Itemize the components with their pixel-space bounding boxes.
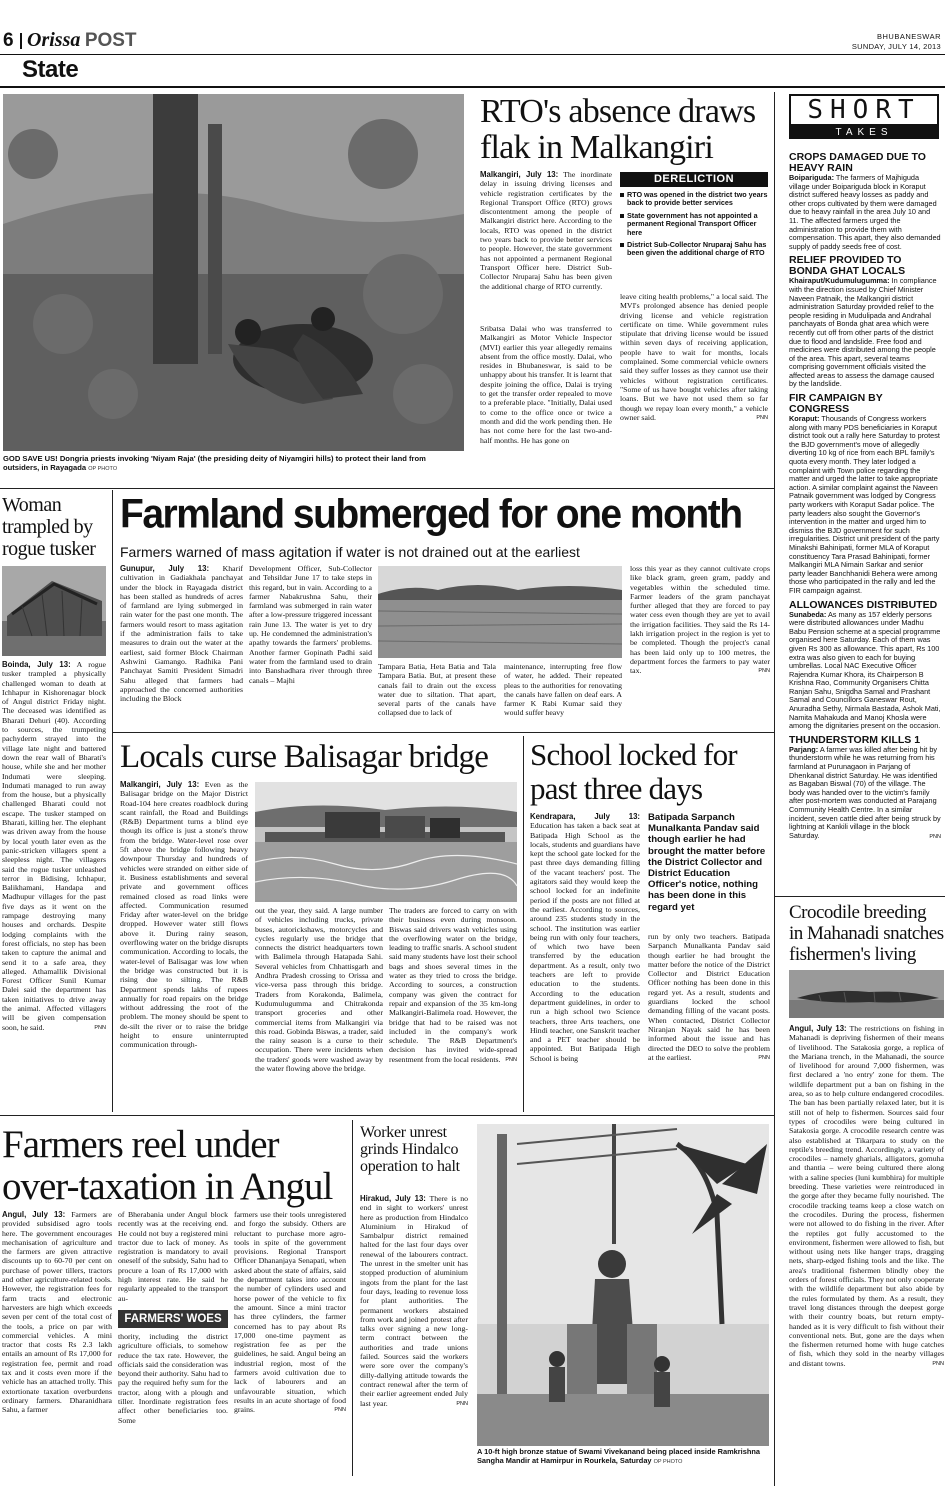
- statue-photo-caption: A 10-ft high bronze statue of Swami Vivekanand being placed inside Ramkrishna Sangha Mandir at Hamirpur in Rourkela, Saturday OP PHOTO: [477, 1447, 760, 1465]
- column-rule: [523, 736, 524, 1112]
- rto-column-2: Sribatsa Dalai who was transferred to Malkangiri as Motor Vehicle Inspector (MVI) earlier this year allegedly remains absent from the office mostly. Dalai, who resides in Bhubaneswar, is said to be unhappy about his transfer. It is learnt that despite joining the office, Dalai is trying to get the transfer order repealed to move to a preferable place. "Initially, Dalai used to come to the office once or twice a month and did the work pending then. He has not come here for the last two-and-half months. He has gone on: [480, 324, 612, 445]
- column-rule: [352, 1120, 353, 1476]
- dereliction-list: [620, 191, 768, 258]
- bullet-icon: [620, 214, 624, 218]
- crocodile-photo: [789, 970, 944, 1018]
- school-headline: School locked for past three days: [530, 737, 737, 806]
- rto-headline: RTO's absence draws flak in Malkangiri: [480, 93, 756, 166]
- school-pullquote: Batipada Sarpanch Munalkanta Pandav said though earlier he had brought the matter before the District Collector and District Education Officer's notice, nothing has been done in this regard yet: [648, 812, 766, 913]
- farmers-woes-box: FARMERS' WOES: [118, 1310, 228, 1328]
- paper-logo: Orissa POST: [27, 29, 137, 51]
- bridge-column-3: The traders are forced to carry on with their business even during monsoon. Biswas said drivers wash vehicles using the overflowing water on the bridge, leading to traffic snarls. A school student said many students have lost their school bags and shoes several times in the water as they tried to cross the bridge. According to sources, a construction company was given the contract for repair and expansion of the 35 km-long Malkangiri-Balimela road. However, the bridge that had to be raised was not included in the company's work schedule. The R&B Department's decision has invited wide-spread resentment from the local residents. PNN: [389, 906, 517, 1064]
- short-take-headline: RELIEF PROVIDED TO BONDA GHAT LOCALS: [789, 254, 906, 278]
- short-take-headline: ALLOWANCES DISTRIBUTED: [789, 598, 938, 611]
- dereliction-item: RTO was opened in the district two years back to provide better services: [620, 191, 768, 208]
- vivekanand-statue-photo: [477, 1124, 769, 1446]
- issue-date: SUNDAY, JULY 14, 2013: [851, 42, 941, 51]
- masthead-divider: [20, 33, 22, 49]
- bullet-icon: [620, 193, 624, 197]
- school-column-2: run by only two teachers. Batipada Sarpanch Munalkanta Pandav said though earlier he had brought the matter before the notice of the District Collector and District Education Officer nothing has been done in this regard yet. As a result, students and guardians locked the school demanding filling of the vacant posts. When contacted, District Collector Niranjan Nayak said he has been informed about the issue and has directed the DEO to solve the problem at the earliest. PNN: [648, 932, 770, 1062]
- short-take-item: THUNDERSTORM KILLS 1 Parjang: A farmer was killed after being hit by thunderstorm while he was returning from his farmland at Purunagaon in Parjang of Dhenkanal district Saturday. He was identified as Bagaban Biswal (70) of the village. The body was handed over to the victim's family after post-mortem was conducted at Parajang Community Health Centre. In a similar incident, seven cattle died after being struck by lightning at Kankili village in the block Saturday. PNN: [789, 733, 941, 840]
- submerged-farmland-photo: [378, 566, 622, 658]
- section-rule: [0, 86, 945, 88]
- crocodile-headline: Crocodile breeding in Mahanadi snatches fishermen's living: [789, 902, 944, 965]
- short-takes-title: SHORT: [789, 94, 939, 126]
- angul-column-1: Angul, July 13: Farmers are provided subsidised agro tools here. The government encourages mechanisation of agriculture and the farmers are given attractive discounts up to 60-70 per cent on purchase of power tillers, tractors and other agriculture-related tools. However, the registration fees for farm tracts and electronic harvesters are high which exceeds seven per cent of the total cost of the tools, a price on par with commercial vehicles. A mini tractor that costs Rs 2.3 lakh entails an amount of Rs 17,000 for registration fee, permit and road tax and it costs even more if the vehicle has an attached trolly. This extortionate taxation overburdens ordinary farmers. Dharanidhara Sahu, a farmer: [2, 1210, 112, 1415]
- angul-column-3: farmers use their tools unregistered and forgo the subsidy. Others are reluctant to purchase more agro-tools in spite of the government provisions. Regional Transport Officer Dhananjaya Senapati, when asked about the state of affairs, said the department takes into account the number of cylinders used and horse power of the vehicle to fix the amount. Since a mini tractor has three cylinders, the farmer concerned has to pay about Rs 17,000 one-time payment as registration fee as per the guidelines, he said. Angul being an industrial region, most of the farmers avoid cultivation due to lack of labourers and an unfavourable situation, which results in an acute shortage of food grains. PNN: [234, 1210, 346, 1415]
- bridge-headline: Locals curse Balisagar bridge: [120, 739, 489, 775]
- worker-body: Hirakud, July 13: There is no end in sight to workers' unrest here as production from Hindalco Aluminium in Hirakud of Sambalpur district remained halted for the last four days over renewal of the labourers contract. The unrest in the smelter unit has stopped production of aluminium ingots from the plant for the last four days, leading to revenue loss for plant authorities. The permanent workers abstained from work and joined protest after talks over signing a new long-term contract between the authorities and trade unions failed. Sources said the workers were sore over the company's dilly-dallying attitude towards the contract renewal after the term of their earlier agreement ended July last year. PNN: [360, 1194, 468, 1408]
- short-take-item: CROPS DAMAGED DUE TO HEAVY RAIN Boipariguda: The farmers of Majhiguda village under Boipariguda block in Koraput district suffered heavy losses as paddy and other crops cultivated by them were damaged due to heavy rainfall in the area July 10 and 11. The affected farmers urged the administration to provide them with compensation. This apart, they also demanded supply of paddy seeds free of cost.: [789, 152, 941, 251]
- dereliction-item: District Sub-Collector Nruparaj Sahu has been given the additional charge of RTO: [620, 241, 768, 258]
- masthead: [0, 0, 945, 88]
- row-rule: [0, 488, 774, 489]
- short-take-item: ALLOWANCES DISTRIBUTED Sunabeda: As many as 157 elderly persons were distributed allowances under Madhu Babu Pension scheme at a special programme organised here Saturday. Each of them was given Rs 300 as allowance. This apart, Rs 100 extra was also given to each for buying umbrellas. Local NAC Executive Officer Rajendra Kumar Khora, its Chairperson B Krishna Rao, Community Organisers Chitta Ranjan Sahu, Snigdha Samal and Prashant Samal and Councillors Ganeswar Rout, Anuradha Sethy, Nirmala Bastada, Ashok Mati, Namita Mahakuda and Manoj Khosla were among the dignitaries present on the occasion.: [789, 598, 941, 731]
- damaged-house-photo: [2, 566, 106, 656]
- farmland-column-2: Development Officer, Sub-Collector and Tehsildar June 17 to take steps in this regard, but in vain. According to a farmer Nabakrushna Sahu, their farmland was submerged in rain water after a low-pressure triggered incessant rain June 13. The water is yet to dry up. He condemned the administration's apathy towards the farmers' problems. Another farmer Gopinath Padhi said water from the farmland used to drain into Banshadhara river through three canals – Majhi: [249, 564, 372, 685]
- farmland-column-1: Gunupur, July 13: Kharif cultivation in Gadiakhala panchayat under the block in Rayagada district has been stalled as hundreds of acres of farmland are lying submerged in rain water for the past one month. The farmers would resort to mass agitation if the administration fails to take measures to drain out the water at the earliest, said former Block Chairman Ashwini Gamango. Radhika Pani Panchayat Samiti President Simadri Sahu alleged that farmers had approached the concerned authorities including the Block: [120, 564, 243, 704]
- bridge-column-2: out the year, they said. A large number of vehicles including trucks, private buses, autorickshaws, motorcycles and cycles regularly use the bridge that connects the district headquarters town with Balimela through Hatapada Sahi. Several vehicles from Chhattisgarh and Andhra Pradesh crossing to Orissa and vice-versa pass through this bridge. Traders from Korakonda, Balimela, Kudumulugumma and Chitrakonda transport groceries and other commercial items from Malkangiri via this road. Gobinda Biswas, a trader, said the rainy season is a curse to their occupation. There were incidents when the traders' goods were washed away by the water flowing above the bridge.: [255, 906, 383, 1074]
- short-takes-list: [789, 152, 941, 892]
- short-take-headline: CROPS DAMAGED DUE TO HEAVY RAIN: [789, 152, 926, 174]
- column-rule: [774, 92, 775, 1486]
- short-takes-logo: [789, 94, 939, 139]
- crocodile-body: Angul, July 13: The restrictions on fishing in Mahanadi is depriving fishermen of their means of livelihood. The Satakosia gorge, a replica of the Mariana trench, in the Mahanadi, the source of livelihood for around 7,000 fishermen, was first declared a 'no entry' zone for them. The wildlife department put a ban on fishing in the area, so as to help culture endangered crocodiles. The ban has been partially relaxed later, but it is still not of help to fishermen. Sources said four types of crocodiles were being cultured in Satakosia gorge. A crocodile research centre was also established at Tikarpara to study on the reptile's breeding trend. Accordingly, a variety of crocodiles – namely gharials, alligators, gomuha and thantia – were being cultured there along with a saline species (luni kumbhira) for multiple breeding. These varieties were reintroduced in the gorge after they became fully nourished. The crocodile tracking teams keep a close watch on the crocodiles. During the process, fishermen were not allowed to do fishing in the river. After the reptiles got fully accustomed to the environment, fishermen were allowed to fish, but without using nets like hanger traps, dragging nets, sharp-edged fishing tools and the like. The area's traditional fishermen blindly obey the orders of forest officials. They not only cooperate with the wildlife department but also abide by the rules formulated by them. As a result, they travel long distances through the deepest gorge with their country boats, but return empty-handed as it is very difficult to fish without their conventional nets. But, gone are the days when the fishermen returned home with huge catches of fish, which they sold in the nearby villages and distant towns. PNN: [789, 1024, 944, 1368]
- rto-column-1: Malkangiri, July 13: The inordinate delay in issuing driving licenses and vehicle registration certificates by the Regional Transport Office (RTO) grows discontentment among the people of Malkangiri district here. According to the locals, RTO was opened in the district two years back to provide better services to people. However, the state government has not appointed a permanent Regional Transport Officer here. District Sub-Collector Nruparaj Sahu has been given the additional charge of RTO currently.: [480, 170, 612, 291]
- worker-headline: Worker unrest grinds Hindalco operation to halt: [360, 1124, 460, 1175]
- row-rule: [112, 732, 774, 733]
- dateline-city: BHUBANESWAR: [877, 32, 941, 41]
- elephant-body: Boinda, July 13: A rogue tusker trampled a physically challenged woman to death at Ichhapur in Kishorenagar block of Angul district Friday night. The deceased was identified as Bharati Dehuri (40). According to sources, the trumpeting pachyderm strayed into the village late night and battered down the rear wall of Bharati's house, while she and her mother Indumati were sleeping. Indumati managed to run away from the house, but a physically challenged Bharati could not escape. The tusker stamped on Bharati, killing her. The elephant was driven away from the house by local youth later even as the panic-stricken villagers spent a sleepless night. The villagers said the rogue tusker unleashed terror in Bidising, Ichhapur, Balikhamani, Handapa and Madhupur villages for the past five days as it went on the rampage destroying many houses and orchards. Despite lodging complaints with the forest officials, no step has been taken to capture the animal and send it to a safe area, they alleged. Athamallik Divisional Forest Officer Sunil Kumar Dalei said the department has taken initiatives to drive away the animal. Affected villagers will be given compensation soon, he said. PNN: [2, 660, 106, 1032]
- dereliction-title: DERELICTION: [620, 172, 768, 187]
- dereliction-item: State government has not appointed a permanent Regional Transport Officer here: [620, 212, 768, 237]
- farmland-column-4: maintenance, interrupting free flow of water, he added. Their repeated pleas to the authorities for renovating the canals have fallen on deaf ears. A farmer K Rabi Kumar said they would suffer heavy: [504, 662, 622, 718]
- dongria-priests-photo: [3, 94, 464, 451]
- page-number: 6: [3, 30, 14, 51]
- dongria-photo-caption: GOD SAVE US! Dongria priests invoking 'Niyam Raja' (the presiding deity of Niyamgiri hills) to protect their land from outsiders, in Rayagada OP PHOTO: [3, 454, 426, 472]
- farmland-subhead: Farmers warned of mass agitation if water is not drained out at the earliest: [120, 544, 580, 560]
- angul-column-2a: of Bherabania under Angul block recently was at the receiving end. He could not buy a registered mini tractor due to lack of money. As registration is mandatory to avail oneself of the subsidy, Sahu had to procure a loan of Rs 17,000 with high interest rate. He said he regularly appealed to the transport au-: [118, 1210, 228, 1303]
- bullet-icon: [620, 243, 624, 247]
- farmland-headline: Farmland submerged for one month: [120, 491, 742, 538]
- section-rule-top: [0, 54, 945, 55]
- column-rule: [112, 490, 113, 1112]
- row-rule: [0, 1115, 774, 1116]
- section-title: State: [22, 56, 79, 83]
- short-take-item: FIR CAMPAIGN BY CONGRESS Koraput: Thousands of Congress workers along with many PDS beneficiaries in Koraput district took out a rally here Saturday to protest the BJD government's move of allegedly diverting 10 kg of rice from each BPL family's quota every month. They later lodged a complaint with Town police regarding the matter and urged the latter to take appropriate action. A similar complaint against the Naveen Patnaik government was lodged by Congress party workers with Koraput Sadar police. The party leaders also sought the Governor's intervention in the matter and urged him to dismiss the BJD government for such irregularities. District unit president of the party Minakshi Bahinipati, former MLA of Koraput constituency Tara Prasad Bahinipati, former Malkangiri MLA Nimain Sarkar and senior party leader Banchhanidi Behera were among those who participated in the rally and led the FIR campaign against.: [789, 392, 940, 595]
- flooded-bridge-photo: [255, 782, 517, 902]
- dereliction-box: [620, 172, 768, 282]
- school-column-1: Kendrapara, July 13: Education has taken a back seat at Batipada High School as the locals, students and guardians have kept the school gate locked for the past three days demanding filling of the vacant teachers' post. The agitators said they would keep the school locked for an indefinite period if the posts are not filled at the earliest. According to sources, around 235 students study in the school. The institution was earlier being run with only four teachers, of which two have been transferred by the education department. As a result, only two teachers are left to provide education to the students. According to the education department guidelines, in order to run a high school two Science teachers, three Arts teachers, one Hindi teacher, one Sanskrit teacher and a PET teacher should be appointed. But Batipada High School is being: [530, 812, 640, 1063]
- short-take-headline: FIR CAMPAIGN BY CONGRESS: [789, 392, 883, 416]
- bridge-column-1: Malkangiri, July 13: Even as the Balisagar bridge on the Major District Road-104 here creates roadblock during scant rainfall, the Road and Buildings (R&B) Department turns a blind eye though its office is just a stone's throw from the bridge. Water-level rose over 5ft above the bridge following heavy downpour Thursday and hundreds of vehicles were stranded on either side of it. Business establishments and several private and government offices remained closed as road links were affected. Communication resumed Friday after water-level on the bridge dropped. However water still flows above it. During rainy season, overflowing water on the bridge disrupts communication. According to locals, the water-level of Balisagar was low when the bridge was constructed but it is rising due to silting. The R&B Department spends lakhs of rupees annually for road repairs on the bridge without addressing the root of the problem. The money should be spent to de-silt the river or to raise the bridge height to ensure uninterrupted communication through-: [120, 780, 248, 1050]
- farmland-column-3: Tampara Batia, Heta Batia and Tala Tampara Batia. But, at present these canals fail to drain out the excess water due to siltation. That apart, several parts of the canals have collapsed due to lack of: [378, 662, 496, 718]
- farmland-column-5: loss this year as they cannot cultivate crops like black gram, green gram, paddy and vegetables within the scheduled time. Farmer leaders of the gram panchayat further alleged that they are forced to pay water cess even though they are yet to avail the irrigation facilities. They said the Rs 14-lakh irrigation project in the region is yet to be completed. Though the project's canal has been laid only up to 100 metres, the department forces the farmers to pay water tax. PNN: [630, 564, 770, 676]
- angul-column-2b: thority, including the district agriculture officials, to somehow reduce the tax rate. However, the officials said the consideration was beyond their authority. Sahu had to pay the required hefty sum for the tractor, along with a plough and tiller. Inordinate registration fees affect other beneficiaries too. Some: [118, 1332, 228, 1425]
- row-rule: [774, 896, 945, 897]
- elephant-headline: Woman trampled by rogue tusker: [2, 494, 96, 560]
- short-take-headline: THUNDERSTORM KILLS 1: [789, 733, 921, 746]
- short-takes-subtitle: TAKES: [789, 126, 939, 139]
- rto-column-3: leave citing health problems," a local said. The MVI's prolonged absence has denied people driving license and vehicle registration certificate on time. While government rules stipulate that driving license would be issued within seven days of receiving application, people have to wait for months, locals complained. Some commercial vehicle owners said they suffer losses as they cannot use their vehicles without registration certificates. "Some of us have bought vehicles after taking loans. But we have not used them so far though we repay loan every month," a vehicle owner said. PNN: [620, 292, 768, 422]
- angul-headline: Farmers reel under over-taxation in Angul: [2, 1123, 333, 1208]
- short-take-item: RELIEF PROVIDED TO BONDA GHAT LOCALS Khairaput/Kudumulugumma: In compliance with the direction issued by Chief Minister Naveen Patnaik, the Malkangiri district administration Saturday provided relief to the people residing in Mudulipada and Andrahal panchayats of Bonda ghat area which were recently cut off from other parts of the district due to flood and landslide. Free food and medicines were distributed among the people of the area. This apart, several teams comprising government officials visited the affected areas to assess the damage caused by the landslide.: [789, 255, 941, 389]
